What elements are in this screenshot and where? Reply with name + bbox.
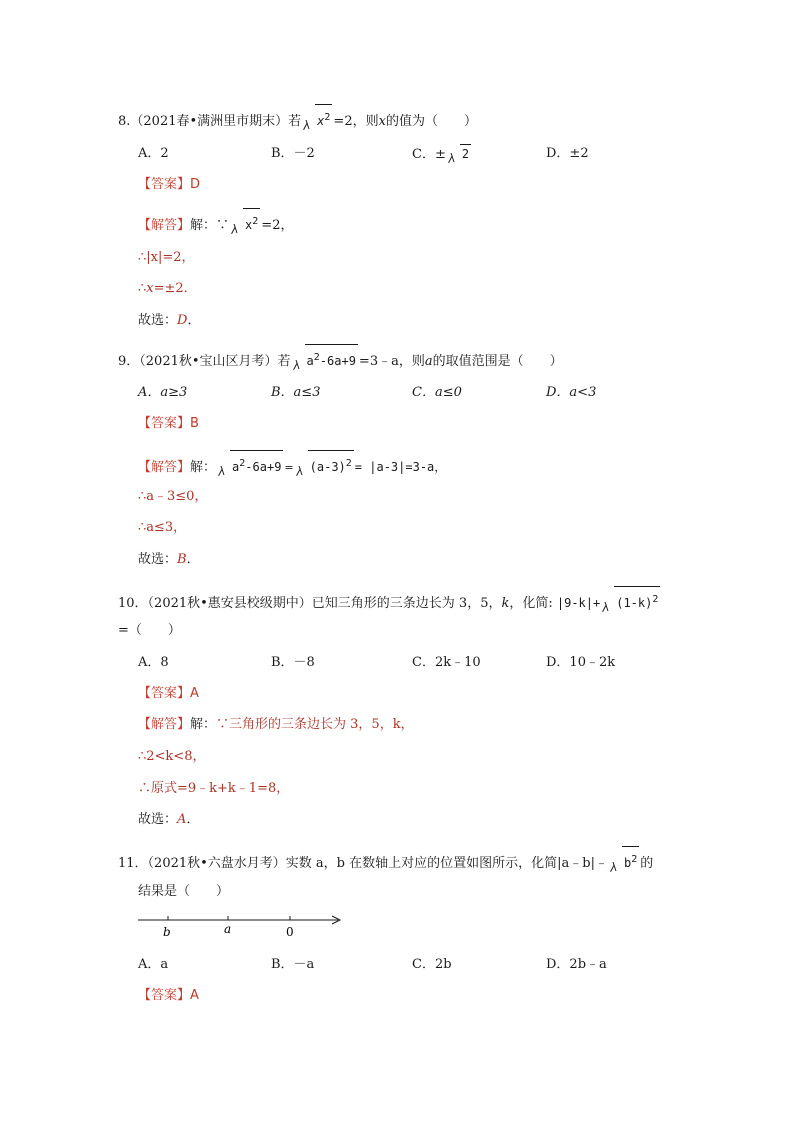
q8-option-d[interactable]: D．±2 bbox=[546, 146, 589, 161]
q9-option-b[interactable]: B．a≤3 bbox=[271, 385, 321, 400]
q8-solution: 【解答】解：∵ $x^2 =2$， bbox=[138, 208, 293, 236]
q10-stem-line2: =（ ） bbox=[118, 623, 181, 638]
q8-option-c[interactable]: C．± 2 bbox=[412, 144, 472, 165]
number-line-figure bbox=[138, 912, 348, 942]
q9-choose: 故选：B． bbox=[138, 552, 200, 567]
sqrt-symbol: $x^2$ bbox=[230, 208, 260, 236]
q11-option-d[interactable]: D．2b﹣a bbox=[546, 957, 607, 972]
q8-choose: 故选：D． bbox=[138, 313, 201, 328]
q10-option-c[interactable]: C．2k﹣10 bbox=[412, 655, 481, 670]
q9-step1: ∴a﹣3≤0， bbox=[138, 489, 208, 504]
q10-step1: ∴2<k<8， bbox=[138, 749, 206, 764]
q10-option-b[interactable]: B．－8 bbox=[271, 655, 315, 670]
q8-option-a[interactable]: A．2 bbox=[138, 146, 169, 161]
q9-option-a[interactable]: A．a≥3 bbox=[138, 385, 188, 400]
q10-option-a[interactable]: A．8 bbox=[138, 655, 169, 670]
q10-answer: 【答案】A bbox=[138, 686, 199, 701]
q11-option-c[interactable]: C．2b bbox=[412, 957, 452, 972]
q11-stem: 11．（2021秋•六盘水月考）实数 a，b 在数轴上对应的位置如图所示，化简|a﹣b|﹣ $b^2$ 的 bbox=[118, 846, 653, 874]
q8-source: 8.（2021春•满洲里市期末）若 bbox=[118, 114, 302, 129]
label-zero: 0 bbox=[286, 925, 294, 939]
sqrt-symbol: 2 bbox=[447, 144, 471, 165]
q9-option-c[interactable]: C．a≤0 bbox=[412, 385, 462, 400]
label-b: b bbox=[163, 925, 171, 939]
sqrt-symbol: $(a-3)^2$ bbox=[295, 450, 354, 478]
q9-option-d[interactable]: D．a<3 bbox=[546, 385, 597, 400]
sqrt-symbol: $x^2$ bbox=[302, 104, 332, 132]
q9-answer: 【答案】B bbox=[138, 416, 199, 431]
q9-step2: ∴a≤3， bbox=[138, 520, 187, 535]
label-a: a bbox=[224, 922, 232, 936]
q9-solution: 【解答】解： $a^2-6a+9 = (a-3)^2 = |a-3|=3-a$， bbox=[138, 450, 446, 478]
q8-option-b[interactable]: B．－2 bbox=[271, 146, 315, 161]
sqrt-symbol: $a^2-6a+9$ bbox=[292, 344, 358, 372]
q10-step2: ∴原式=9﹣k+k﹣1=8， bbox=[138, 781, 290, 796]
sqrt-symbol: $a^2-6a+9$ bbox=[217, 450, 283, 478]
q11-option-a[interactable]: A．a bbox=[138, 957, 169, 972]
q11-option-b[interactable]: B．－a bbox=[271, 957, 315, 972]
sqrt-symbol: $(1-k)^2$ bbox=[601, 586, 660, 614]
q8-step2: ∴x=±2． bbox=[138, 281, 197, 296]
q10-stem: 10．（2021秋•惠安县校级期中）已知三角形的三条边长为 3，5，k，化简: $|9-k|+ (1-k)^2$ bbox=[118, 586, 661, 614]
q11-stem-line2: 结果是（ ） bbox=[138, 884, 230, 899]
q8-answer: 【答案】D bbox=[138, 177, 201, 192]
sqrt-symbol: $b^2$ bbox=[609, 846, 639, 874]
q10-solution: 【解答】解：∵三角形的三条边长为 3，5，k， bbox=[138, 717, 414, 732]
q10-choose: 故选：A． bbox=[138, 812, 200, 827]
q9-stem: 9．（2021秋•宝山区月考）若 $a^2-6a+9$ =3﹣a，则a的取值范围是（ ） bbox=[118, 344, 563, 372]
q8-stem: 8.（2021春•满洲里市期末）若 $x^2 =2$，则x的值为（ ） bbox=[118, 104, 477, 132]
q8-step1: ∴|x|=2， bbox=[138, 250, 195, 265]
q11-answer: 【答案】A bbox=[138, 988, 199, 1003]
q10-option-d[interactable]: D．10﹣2k bbox=[546, 655, 616, 670]
